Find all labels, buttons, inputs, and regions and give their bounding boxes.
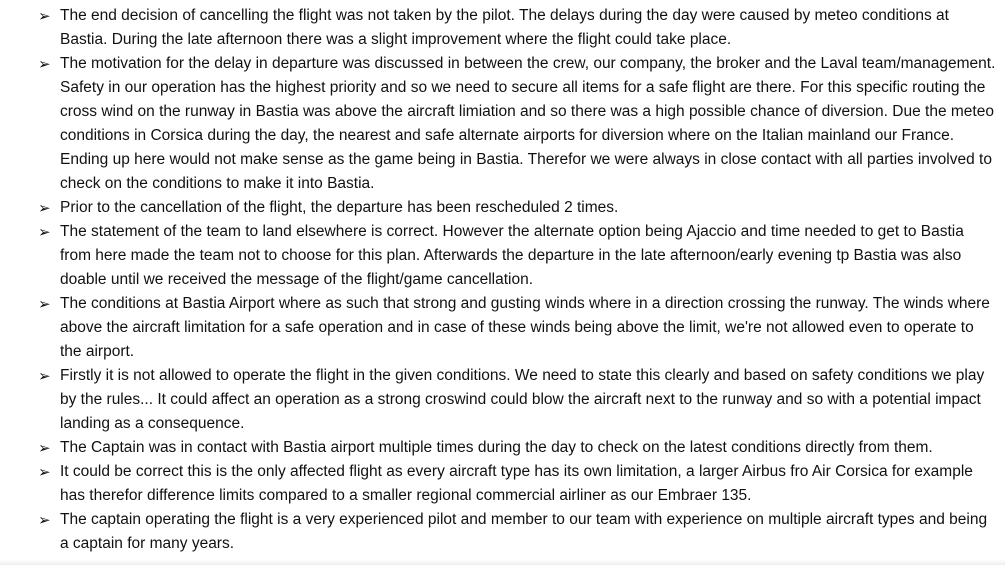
bullet-text: The Captain was in contact with Bastia airport multiple times during the day to check on the latest conditions directly from them.: [60, 439, 933, 456]
arrow-bullet-icon: ➢: [38, 223, 51, 241]
page-bottom-edge: [0, 559, 1005, 565]
bullet-item: [0, 364, 1005, 436]
bullet-item: [0, 460, 1005, 508]
arrow-bullet-icon: ➢: [38, 7, 51, 25]
document-body: [0, 4, 1005, 556]
bullet-text: It could be correct this is the only affected flight as every aircraft type has its own limitation, a larger Airbus fro Air Corsica for example has therefor difference limits compared to a smaller regional commercial airliner as our Embraer 135.: [60, 463, 973, 504]
bullet-text: The statement of the team to land elsewhere is correct. However the alternate option being Ajaccio and time needed to get to Bastia from here made the team not to choose for this plan. Afterwards the departure in the late afternoon/early evening tp Bastia was also doable until we received the message of the flight/game cancellation.: [60, 223, 964, 288]
bullet-text: Firstly it is not allowed to operate the flight in the given conditions. We need to state this clearly and based on safety conditions we play by the rules... It could affect an operation as a strong croswind could blow the aircraft next to the runway and so with a potential impact landing as a consequence.: [60, 367, 985, 432]
bullet-list: [0, 4, 1005, 556]
arrow-bullet-icon: ➢: [38, 55, 51, 73]
arrow-bullet-icon: ➢: [38, 463, 51, 481]
arrow-bullet-icon: ➢: [38, 439, 51, 457]
bullet-text: The motivation for the delay in departure was discussed in between the crew, our company, the broker and the Laval team/management. Safety in our operation has the highest priority and so we need to secure all items for a safe flight are there. For this specific routing the cross wind on the runway in Bastia was above the aircraft limiation and so there was a high possible chance of diversion. Due the meteo conditions in Corsica during the day, the nearest and safe alternate airports for diversion where on the Italian mainland our France. Ending up here would not make sense as the game being in Bastia. Therefor we were always in close contact with all parties involved to check on the conditions to make it into Bastia.: [60, 55, 996, 192]
bullet-text: The conditions at Bastia Airport where as such that strong and gusting winds where in a direction crossing the runway. The winds where above the aircraft limitation for a safe operation and in case of these winds being above the limit, we're not allowed even to operate to the airport.: [60, 295, 990, 360]
bullet-text: The captain operating the flight is a very experienced pilot and member to our team with experience on multiple aircraft types and being a captain for many years.: [60, 511, 988, 552]
arrow-bullet-icon: ➢: [38, 511, 51, 529]
bullet-item: [0, 52, 1005, 196]
arrow-bullet-icon: ➢: [38, 295, 51, 313]
arrow-bullet-icon: ➢: [38, 199, 51, 217]
bullet-item: [0, 292, 1005, 364]
arrow-bullet-icon: ➢: [38, 367, 51, 385]
bullet-item: [0, 436, 1005, 460]
bullet-text: Prior to the cancellation of the flight, the departure has been rescheduled 2 times.: [60, 199, 619, 216]
bullet-item: [0, 196, 1005, 220]
bullet-item: [0, 220, 1005, 292]
bullet-item: [0, 508, 1005, 556]
bullet-text: The end decision of cancelling the flight was not taken by the pilot. The delays during the day were caused by meteo conditions at Bastia. During the late afternoon there was a slight improvement where the flight could take place.: [60, 7, 949, 48]
bullet-item: [0, 4, 1005, 52]
